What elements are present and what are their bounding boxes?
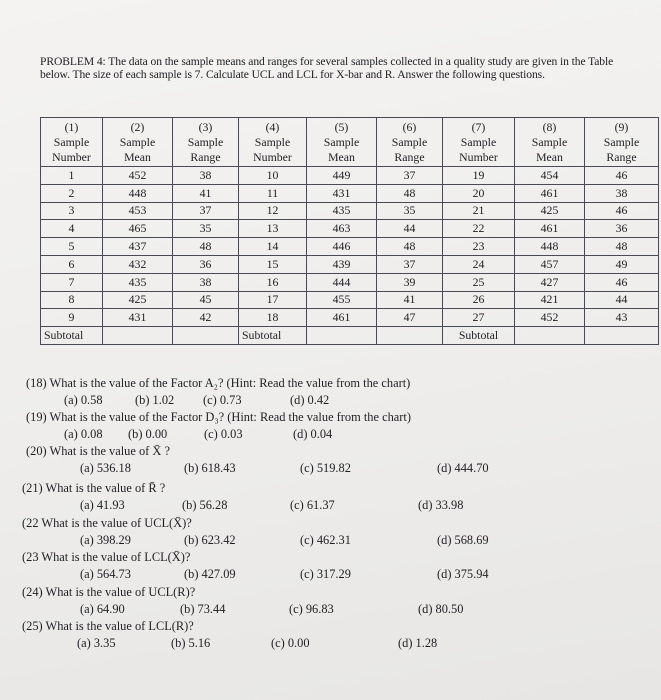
answer-option: (c) 61.37 — [290, 498, 335, 512]
table-cell: 39 — [377, 273, 443, 291]
table-cell: 37 — [173, 202, 239, 220]
column-header-line: (7) — [471, 119, 486, 134]
table-cell: 455 — [307, 291, 377, 309]
table-cell: 19 — [443, 167, 515, 185]
table-cell: 13 — [239, 220, 307, 238]
subtotal-cell — [103, 327, 173, 345]
table-cell: 49 — [585, 255, 659, 273]
column-header-line: Sample — [460, 134, 497, 149]
column-header — [173, 118, 239, 167]
question-text: (23 What is the value of LCL(X̄)? — [22, 550, 191, 564]
column-header-line: (1) — [64, 119, 79, 134]
table-row — [41, 238, 659, 256]
table-cell: 465 — [103, 220, 173, 238]
subtotal-cell — [585, 327, 659, 345]
column-header-line: Number — [459, 149, 498, 164]
answer-option: (d) 375.94 — [437, 567, 489, 581]
answer-option: (c) 0.73 — [203, 393, 242, 407]
table-cell: 48 — [377, 238, 443, 256]
table-cell: 16 — [239, 273, 307, 291]
table-cell: 15 — [239, 255, 307, 273]
table-cell: 6 — [41, 255, 103, 273]
table-cell: 7 — [41, 273, 103, 291]
answer-option: (d) 33.98 — [418, 498, 464, 512]
question-text: (24) What is the value of UCL(R)? — [22, 585, 196, 599]
subtotal-cell: Subtotal — [239, 327, 307, 345]
table-cell: 35 — [377, 202, 443, 220]
column-header-line: Sample — [53, 134, 90, 149]
table-cell: 14 — [239, 238, 307, 256]
column-header-line: (2) — [130, 119, 145, 134]
column-header-line: Sample — [187, 134, 224, 149]
column-header-line: Range — [190, 149, 221, 164]
table-cell: 2 — [41, 184, 103, 202]
table-cell: 21 — [443, 202, 515, 220]
subtotal-cell — [515, 327, 585, 345]
column-header — [41, 118, 103, 167]
column-header-line: Sample — [531, 134, 568, 149]
table-cell: 46 — [585, 273, 659, 291]
column-header-line: Mean — [536, 149, 563, 164]
sample-data-table — [40, 117, 659, 345]
column-header-line: (4) — [265, 119, 280, 134]
subtotal-cell: Subtotal — [41, 327, 103, 345]
answer-option: (c) 0.03 — [204, 427, 243, 441]
table-cell: 36 — [585, 220, 659, 238]
table-row — [41, 291, 659, 309]
table-cell: 449 — [307, 167, 377, 185]
column-header-line: Range — [606, 149, 637, 164]
table-cell: 24 — [443, 255, 515, 273]
table-header-row — [41, 118, 659, 167]
table-cell: 37 — [377, 255, 443, 273]
subtotal-cell — [307, 327, 377, 345]
column-header-line: Sample — [323, 134, 360, 149]
table-cell: 431 — [307, 184, 377, 202]
answer-option: (c) 317.29 — [300, 567, 351, 581]
table-cell: 444 — [307, 273, 377, 291]
answer-option: (a) 564.73 — [80, 567, 131, 581]
table-cell: 453 — [103, 202, 173, 220]
answer-option: (d) 1.28 — [398, 636, 438, 650]
table-cell: 448 — [103, 184, 173, 202]
answer-option: (a) 0.08 — [64, 427, 103, 441]
column-header — [515, 118, 585, 167]
table-cell: 23 — [443, 238, 515, 256]
table-cell: 22 — [443, 220, 515, 238]
table-cell: 461 — [307, 309, 377, 327]
table-cell: 48 — [377, 184, 443, 202]
question-text: (19) What is the value of the Factor D₃? (Hint: Read the value from the chart) — [26, 410, 411, 424]
table-row — [41, 255, 659, 273]
answer-option: (a) 0.58 — [64, 393, 103, 407]
table-cell: 12 — [239, 202, 307, 220]
answer-option: (c) 519.82 — [300, 461, 351, 475]
subtotal-row — [41, 327, 659, 345]
table-cell: 435 — [103, 273, 173, 291]
table-cell: 37 — [377, 167, 443, 185]
answer-option: (b) 73.44 — [180, 602, 226, 616]
column-header-line: (5) — [334, 119, 349, 134]
table-cell: 47 — [377, 309, 443, 327]
table-cell: 48 — [173, 238, 239, 256]
answer-option: (a) 41.93 — [80, 498, 125, 512]
table-cell: 454 — [515, 167, 585, 185]
column-header-line: (8) — [542, 119, 557, 134]
column-header-line: Number — [253, 149, 292, 164]
table-cell: 35 — [173, 220, 239, 238]
answer-option: (a) 536.18 — [80, 461, 131, 475]
table-cell: 431 — [103, 309, 173, 327]
answer-option: (b) 0.00 — [128, 427, 168, 441]
answer-option: (b) 427.09 — [184, 567, 236, 581]
table-cell: 448 — [515, 238, 585, 256]
column-header-line: Mean — [124, 149, 151, 164]
answer-option: (d) 0.42 — [290, 393, 330, 407]
table-cell: 44 — [585, 291, 659, 309]
column-header-line: (6) — [402, 119, 417, 134]
table-cell: 452 — [103, 167, 173, 185]
column-header-line: Sample — [119, 134, 156, 149]
table-cell: 435 — [307, 202, 377, 220]
column-header-line: Mean — [328, 149, 355, 164]
table-cell: 8 — [41, 291, 103, 309]
table-cell: 452 — [515, 309, 585, 327]
column-header — [239, 118, 307, 167]
table-cell: 38 — [585, 184, 659, 202]
table-cell: 20 — [443, 184, 515, 202]
table-cell: 17 — [239, 291, 307, 309]
table-cell: 432 — [103, 255, 173, 273]
question-text: (18) What is the value of the Factor A₂? (Hint: Read the value from the chart) — [26, 376, 411, 390]
table-cell: 42 — [173, 309, 239, 327]
table-cell: 446 — [307, 238, 377, 256]
table-cell: 46 — [585, 167, 659, 185]
answer-option: (b) 1.02 — [135, 393, 175, 407]
table-cell: 425 — [103, 291, 173, 309]
table-cell: 46 — [585, 202, 659, 220]
table-cell: 36 — [173, 255, 239, 273]
table-cell: 38 — [173, 167, 239, 185]
column-header-line: Sample — [391, 134, 428, 149]
table-cell: 427 — [515, 273, 585, 291]
column-header — [307, 118, 377, 167]
table-cell: 9 — [41, 309, 103, 327]
table-row — [41, 309, 659, 327]
table-cell: 41 — [377, 291, 443, 309]
answer-option: (b) 5.16 — [171, 636, 211, 650]
table-row — [41, 202, 659, 220]
table-cell: 27 — [443, 309, 515, 327]
table-cell: 44 — [377, 220, 443, 238]
table-cell: 437 — [103, 238, 173, 256]
answer-option: (c) 0.00 — [271, 636, 310, 650]
table-cell: 10 — [239, 167, 307, 185]
column-header-line: (9) — [614, 119, 629, 134]
table-cell: 11 — [239, 184, 307, 202]
answer-option: (c) 96.83 — [289, 602, 334, 616]
table-row — [41, 220, 659, 238]
table-row — [41, 273, 659, 291]
problem-statement: PROBLEM 4: The data on the sample means and ranges for several samples collected in a quality study are given in the Table below. The size of each sample is 7. Calculate UCL and LCL for X-bar and R. Answer the following questions. — [40, 55, 614, 81]
table-cell: 41 — [173, 184, 239, 202]
table-cell: 26 — [443, 291, 515, 309]
column-header-line: (3) — [198, 119, 213, 134]
answer-option: (b) 623.42 — [184, 533, 236, 547]
subtotal-cell — [173, 327, 239, 345]
answer-option: (d) 80.50 — [418, 602, 464, 616]
table-row — [41, 167, 659, 185]
answer-option: (d) 444.70 — [437, 461, 489, 475]
table-cell: 18 — [239, 309, 307, 327]
question-text: (22 What is the value of UCL(X̄)? — [22, 516, 192, 530]
table-cell: 425 — [515, 202, 585, 220]
question-text: (20) What is the value of X̄ ? — [26, 444, 170, 458]
table-cell: 48 — [585, 238, 659, 256]
answer-option: (a) 64.90 — [80, 602, 125, 616]
answer-option: (a) 398.29 — [80, 533, 131, 547]
column-header-line: Sample — [254, 134, 291, 149]
table-cell: 421 — [515, 291, 585, 309]
table-cell: 461 — [515, 184, 585, 202]
table-cell: 457 — [515, 255, 585, 273]
question-text: (21) What is the value of R̄ ? — [22, 481, 166, 495]
question-list — [0, 376, 661, 676]
answer-option: (d) 568.69 — [437, 533, 489, 547]
table-cell: 45 — [173, 291, 239, 309]
table-cell: 4 — [41, 220, 103, 238]
subtotal-cell — [377, 327, 443, 345]
table-cell: 439 — [307, 255, 377, 273]
column-header — [443, 118, 515, 167]
table-cell: 25 — [443, 273, 515, 291]
subtotal-cell: Subtotal — [443, 327, 515, 345]
column-header — [103, 118, 173, 167]
column-header — [377, 118, 443, 167]
answer-option: (c) 462.31 — [300, 533, 351, 547]
column-header-line: Range — [394, 149, 425, 164]
answer-option: (a) 3.35 — [77, 636, 116, 650]
answer-option: (b) 56.28 — [182, 498, 228, 512]
answer-option: (d) 0.04 — [293, 427, 333, 441]
table-cell: 463 — [307, 220, 377, 238]
answer-option: (b) 618.43 — [184, 461, 236, 475]
table-cell: 43 — [585, 309, 659, 327]
column-header — [585, 118, 659, 167]
table-cell: 1 — [41, 167, 103, 185]
table-cell: 461 — [515, 220, 585, 238]
table-cell: 5 — [41, 238, 103, 256]
question-text: (25) What is the value of LCL(R)? — [22, 619, 194, 633]
column-header-line: Number — [52, 149, 91, 164]
table-cell: 3 — [41, 202, 103, 220]
table-cell: 38 — [173, 273, 239, 291]
column-header-line: Sample — [603, 134, 640, 149]
table-row — [41, 184, 659, 202]
